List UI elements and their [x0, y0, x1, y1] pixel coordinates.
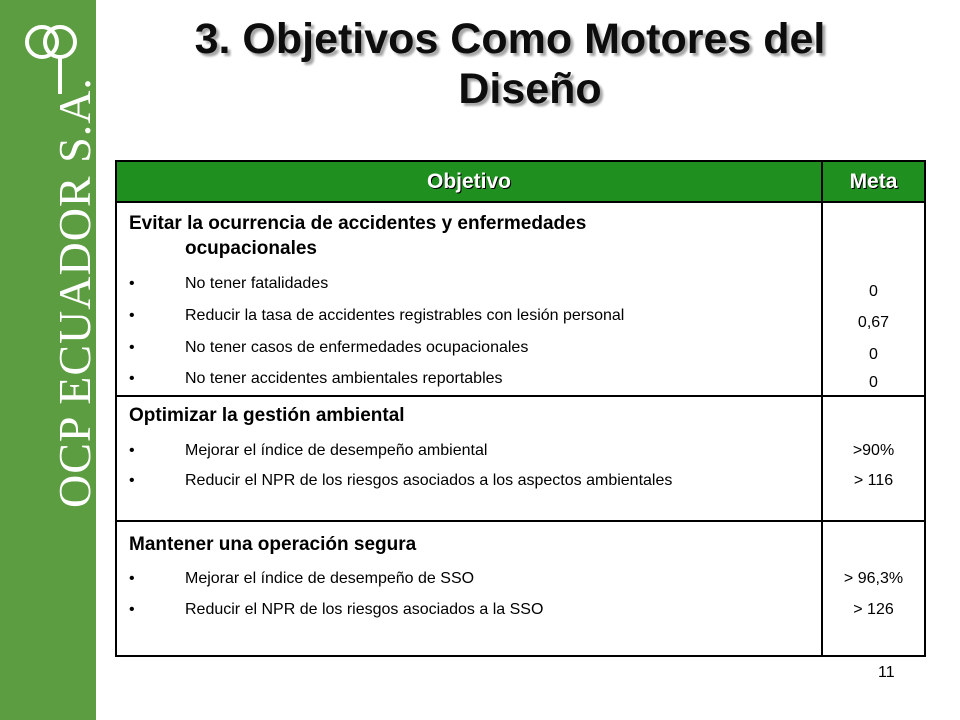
company-name: OCP ECUADOR S.A.: [49, 77, 100, 508]
meta-cell: [823, 397, 924, 520]
meta-value: > 116: [853, 472, 894, 489]
meta-cell: [823, 522, 924, 655]
header-meta: Meta: [823, 162, 924, 203]
table-row: [117, 203, 924, 397]
meta-value: > 96,3%: [843, 570, 904, 587]
meta-value: 0: [869, 346, 878, 363]
title-line-2: Diseño: [458, 65, 602, 113]
table-row: [117, 522, 924, 655]
meta-value: 0: [869, 283, 878, 300]
table-row: [117, 397, 924, 522]
objective-cell: Optimizar la gestión ambiental • Mejorar el índice de desempeño ambiental • Reducir el NPR de los riesgos asociados a los aspectos ambientales: [117, 397, 823, 520]
objective-cell: Mantener una operación segura • Mejorar el índice de desempeño de SSO • Reducir el NPR de los riesgos asociados a la SSO: [117, 522, 823, 655]
meta-value: 0: [869, 374, 878, 391]
meta-value: > 126: [853, 601, 894, 618]
meta-value: 0,67: [857, 314, 890, 331]
sidebar-band: [0, 0, 100, 720]
objectives-table: [115, 160, 926, 657]
objective-title: Evitar la ocurrencia de accidentes y enfermedades ocupacionales: [129, 213, 587, 259]
meta-value: >90%: [852, 442, 895, 459]
meta-cell: [823, 203, 924, 395]
objective-title: Mantener una operación segura: [129, 534, 417, 555]
objective-title: Optimizar la gestión ambiental: [129, 405, 405, 426]
page-number: 11: [878, 664, 895, 681]
header-objetivo: Objetivo: [117, 162, 823, 203]
objective-cell: Evitar la ocurrencia de accidentes y enfermedades ocupacionales • No tener fatalidades • Reducir la tasa de accidentes registrables con lesión personal • No tener casos de enfermedades ocupacionales • No tener accidentes ambientales reportables: [117, 203, 823, 395]
title-line-1: 3. Objetivos Como Motores del: [194, 15, 826, 63]
page-title: [100, 14, 960, 114]
